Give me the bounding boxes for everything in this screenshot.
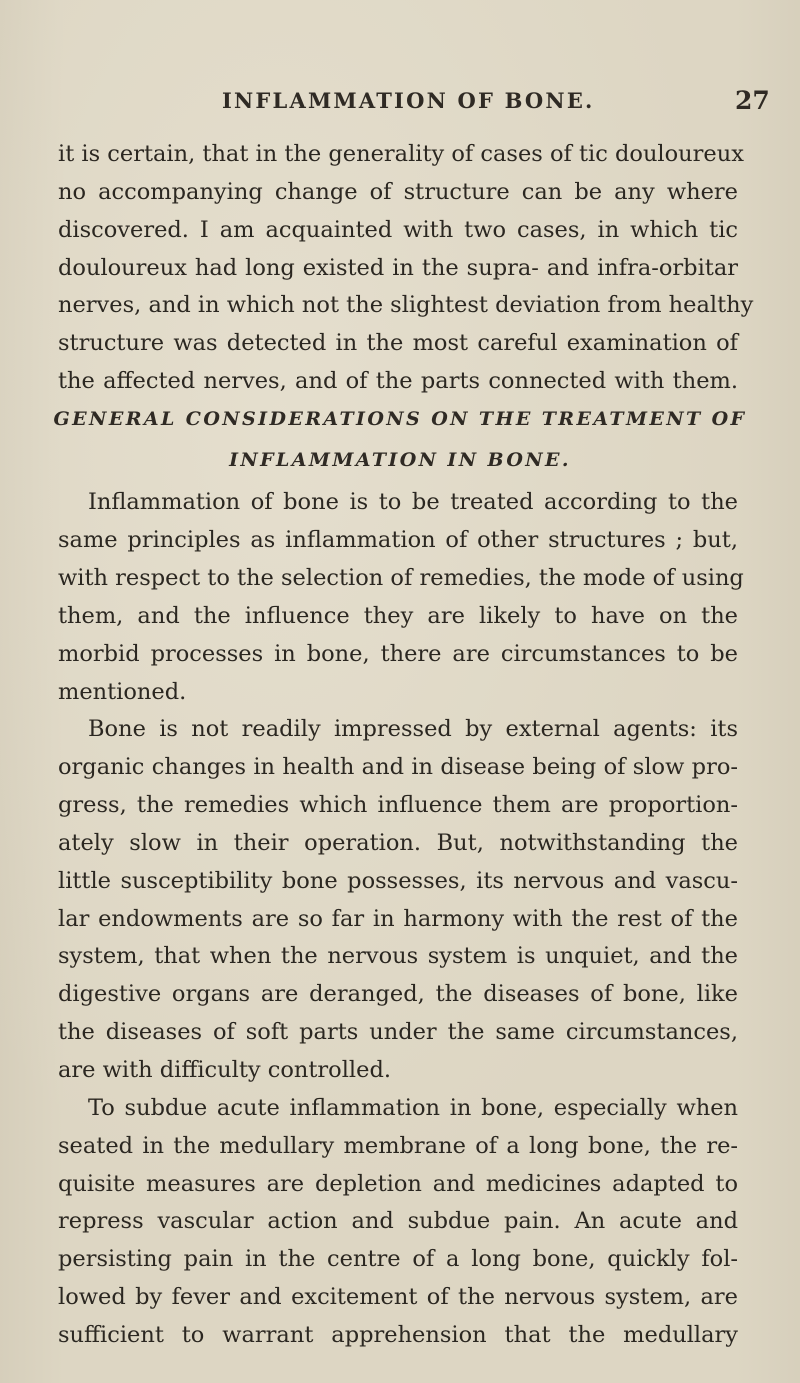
text-line: nerves, and in which not the slightest deviation from healthy [58,292,754,318]
text-line: quisite measures are depletion and medicines adapted to [58,1171,738,1197]
paragraph-first-line: To subdue acute inflammation in bone, especially when [88,1095,738,1121]
text-line: douloureux had long existed in the supra- and infra-orbitar [58,255,738,281]
text-line: them, and the influence they are likely to have on the [58,603,738,629]
text-line: discovered. I am acquainted with two cases, in which tic [58,217,738,243]
text-line: mentioned. [58,679,187,705]
text-line: system, that when the nervous system is unquiet, and the [58,943,738,969]
text-line: no accompanying change of structure can be any where [58,179,738,205]
text-line: the affected nerves, and of the parts connected with them. [58,368,738,394]
text-line: lowed by fever and excitement of the nervous system, are [58,1284,738,1310]
text-line: same principles as inflammation of other structures ; but, [58,527,738,553]
text-line: it is certain, that in the generality of cases of tic douloureux [58,141,744,167]
text-line: persisting pain in the centre of a long bone, quickly fol- [58,1246,738,1272]
page-number: 27 [735,86,770,115]
paragraph-first-line: Inflammation of bone is to be treated according to the [88,489,738,515]
text-line: seated in the medullary membrane of a long bone, the re- [58,1133,738,1159]
text-line: sufficient to warrant apprehension that the medullary [58,1322,738,1348]
text-line: digestive organs are deranged, the diseases of bone, like [58,981,738,1007]
running-head [0,84,800,118]
text-line: morbid processes in bone, there are circumstances to be [58,641,738,667]
text-line: structure was detected in the most careful examination of [58,330,738,356]
section-heading-line-1: GENERAL CONSIDERATIONS ON THE TREATMENT OF [53,408,747,430]
text-line: organic changes in health and in disease being of slow pro- [58,754,738,780]
text-line: the diseases of soft parts under the same circumstances, [58,1019,738,1045]
running-title: INFLAMMATION OF BONE. [222,88,595,113]
text-line: gress, the remedies which influence them are proportion- [58,792,738,818]
text-line: repress vascular action and subdue pain. An acute and [58,1208,738,1234]
section-heading-line-2: INFLAMMATION IN BONE. [229,449,571,471]
text-line: are with difficulty controlled. [58,1057,391,1083]
text-line: with respect to the selection of remedies, the mode of using [58,565,744,591]
text-line: ately slow in their operation. But, notwithstanding the [58,830,738,856]
paragraph-first-line: Bone is not readily impressed by external agents: its [88,716,738,742]
text-line: lar endowments are so far in harmony with the rest of the [58,906,738,932]
text-line: little susceptibility bone possesses, its nervous and vascu- [58,868,738,894]
